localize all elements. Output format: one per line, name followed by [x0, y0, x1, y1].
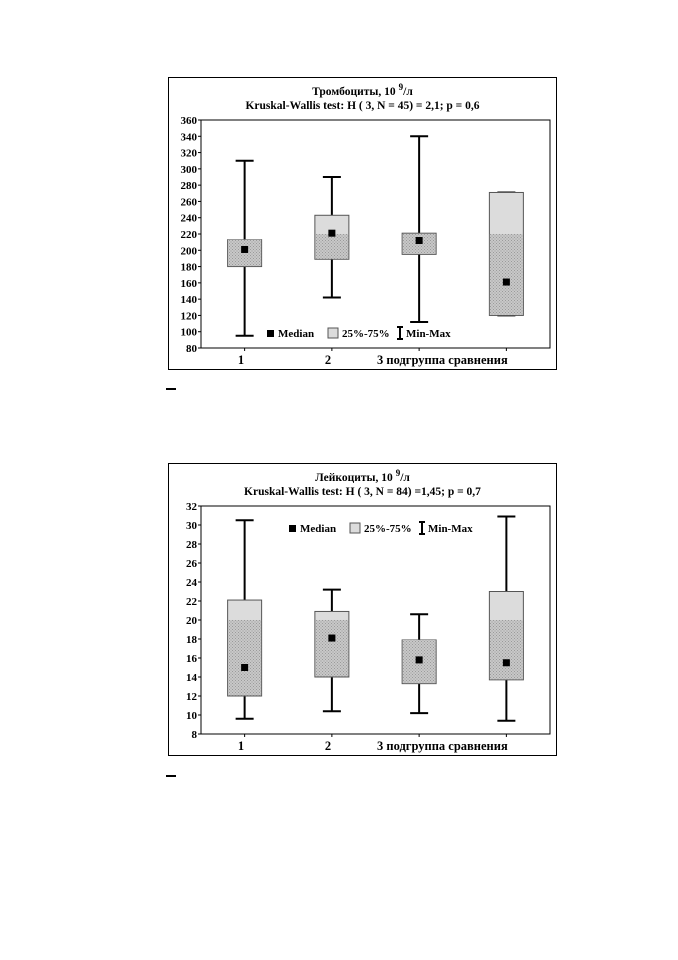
legend-iqr-swatch [350, 523, 360, 533]
y-tick-label: 28 [186, 539, 197, 551]
median-marker [416, 656, 423, 663]
chart-subtitle: Kruskal-Wallis test: H ( 3, N = 84) =1,45; p = 0,7 [244, 486, 481, 498]
separator-mark [166, 388, 176, 390]
legend-median-marker [289, 525, 296, 532]
y-tick-label: 16 [186, 653, 197, 665]
y-tick-label: 300 [180, 163, 197, 176]
separator-mark [166, 775, 176, 777]
y-tick-label: 340 [180, 131, 197, 144]
chart-title: Лейкоциты, 10 $^9$/л [315, 468, 410, 484]
leukocytes-plot [169, 464, 558, 757]
median-marker [328, 230, 335, 237]
y-tick-label: 220 [180, 229, 197, 241]
legend-minmax-label: Min-Max [428, 523, 473, 535]
iqr-box-shade [228, 620, 261, 696]
y-tick-label: 14 [186, 672, 197, 684]
median-marker [241, 664, 248, 671]
iqr-box-shade [315, 234, 348, 259]
y-tick-label: 240 [180, 212, 197, 225]
x-category-label: 3 подгруппа сравнения [377, 739, 508, 753]
y-tick-label: 360 [180, 115, 197, 127]
legend-iqr-label: 25%-75% [342, 328, 390, 340]
x-category-label: 1 [237, 739, 245, 753]
y-tick-label: 10 [186, 710, 197, 722]
y-tick-label: 160 [180, 277, 197, 290]
median-marker [416, 237, 423, 244]
iqr-box-shade [490, 620, 523, 679]
y-tick-label: 8 [191, 729, 197, 741]
leukocytes-chart [168, 463, 557, 756]
median-marker [328, 635, 335, 642]
y-tick-label: 26 [186, 558, 197, 570]
y-tick-label: 120 [180, 310, 197, 323]
y-tick-label: 180 [180, 261, 197, 274]
y-tick-label: 24 [186, 577, 197, 589]
y-tick-label: 22 [186, 596, 197, 608]
median-marker [241, 246, 248, 253]
iqr-box-shade [490, 234, 523, 315]
legend-median-label: Median [300, 523, 337, 535]
median-marker [503, 279, 510, 286]
legend-median-marker [267, 330, 274, 337]
median-marker [503, 659, 510, 666]
y-tick-label: 20 [186, 615, 197, 627]
legend-iqr-swatch [328, 328, 338, 338]
y-tick-label: 320 [180, 147, 197, 160]
iqr-box-shade [315, 620, 348, 677]
y-tick-label: 200 [180, 245, 197, 258]
y-tick-label: 260 [180, 196, 197, 209]
chart-subtitle: Kruskal-Wallis test: H ( 3, N = 45) = 2,1; p = 0,6 [245, 100, 480, 112]
legend-minmax-label: Min-Max [406, 328, 451, 340]
x-category-label: 2 [324, 739, 332, 753]
y-tick-label: 80 [186, 343, 197, 355]
legend-iqr-label: 25%-75% [364, 523, 412, 535]
x-category-label: 2 [324, 353, 332, 367]
y-tick-label: 280 [180, 180, 197, 193]
y-tick-label: 32 [186, 501, 197, 513]
y-tick-label: 18 [186, 634, 197, 646]
x-category-label: 1 [237, 353, 245, 367]
y-tick-label: 140 [180, 294, 197, 307]
legend-median-label: Median [278, 328, 315, 340]
platelets-chart [168, 77, 557, 370]
y-tick-label: 12 [186, 691, 197, 703]
x-category-label: 3 подгруппа сравнения [377, 353, 508, 367]
y-tick-label: 100 [180, 326, 197, 339]
chart-title: Тромбоциты, 10 $^9$/л [312, 82, 413, 98]
platelets-plot [169, 78, 558, 371]
y-tick-label: 30 [186, 520, 197, 532]
